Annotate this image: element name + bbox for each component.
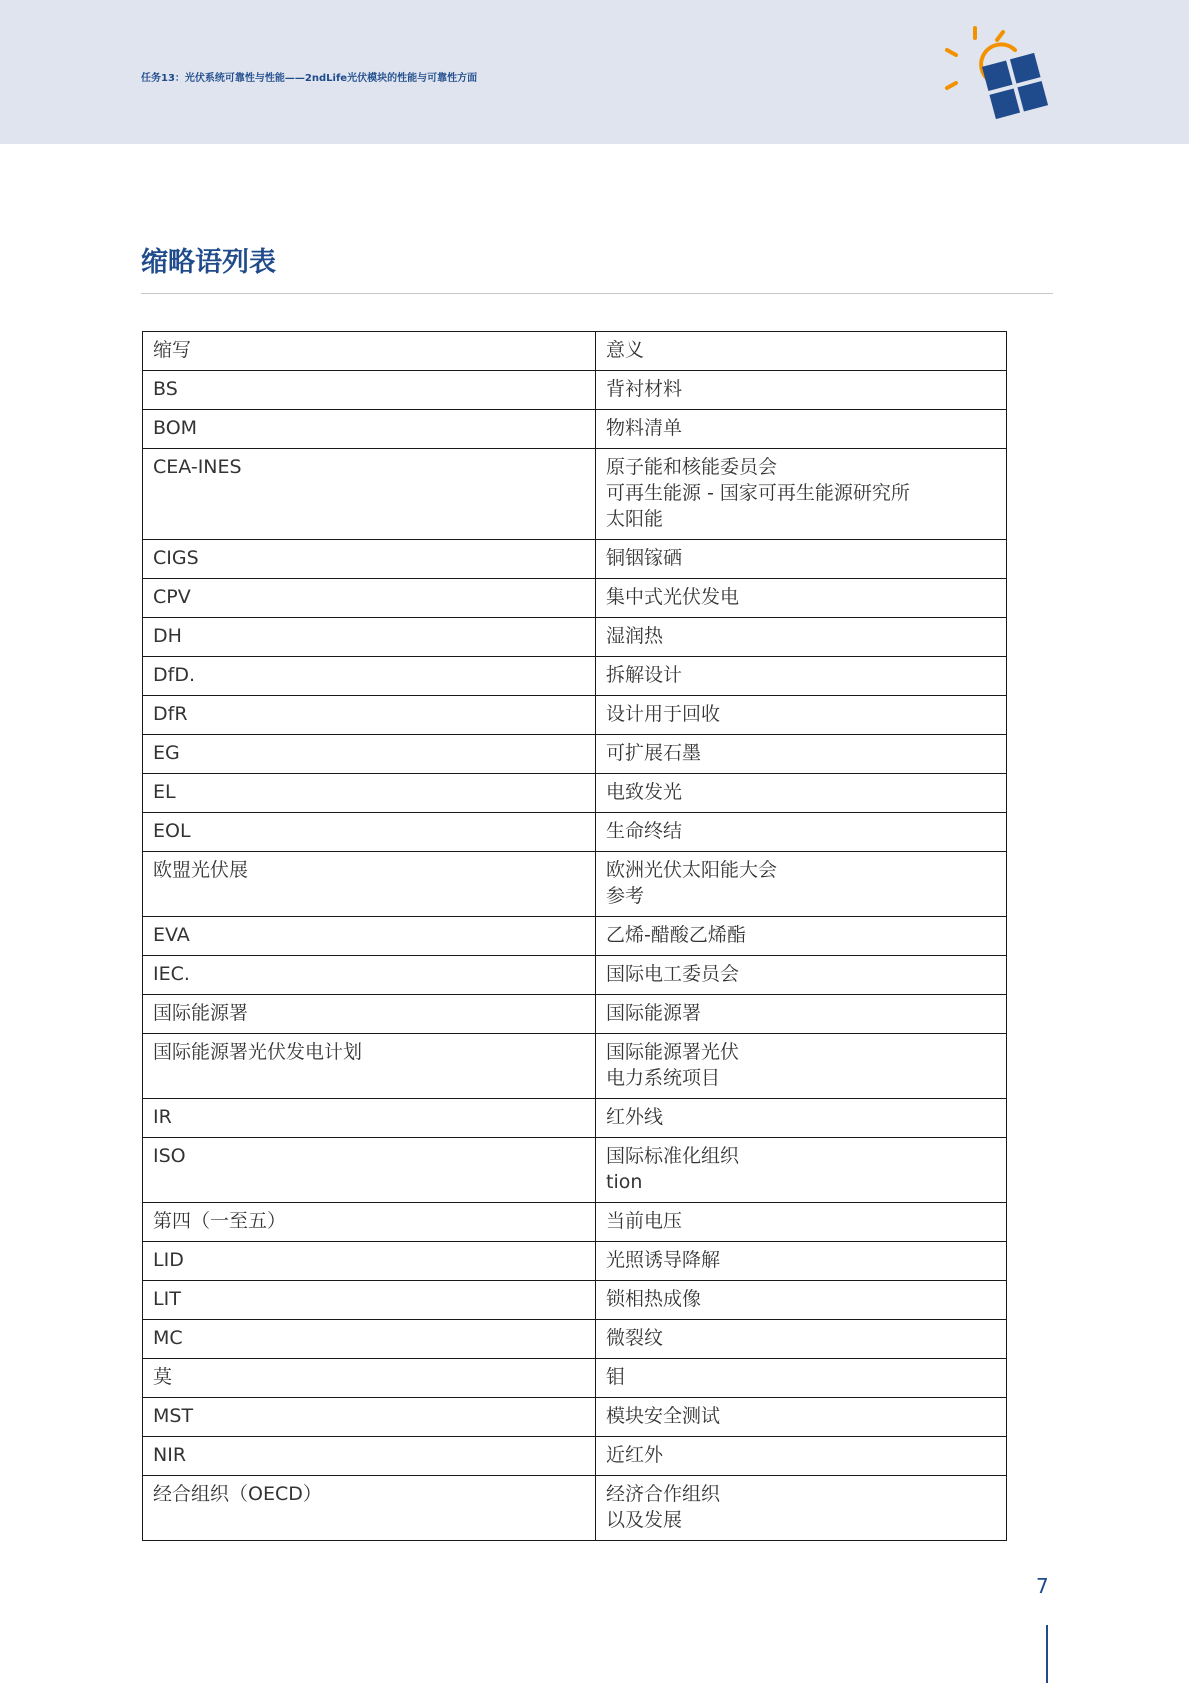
table-row [143, 1398, 1007, 1437]
meaning-cell [596, 449, 1007, 540]
abbreviation-cell: IR [143, 1099, 596, 1138]
table-row [143, 540, 1007, 579]
abbreviation-cell: EOL [143, 813, 596, 852]
table-row [143, 852, 1007, 917]
meaning-line: 欧洲光伏太阳能大会 [606, 859, 778, 881]
table-row [143, 735, 1007, 774]
meaning-line: 乙烯-醋酸乙烯酯 [606, 924, 746, 946]
meaning-cell [596, 540, 1007, 579]
meaning-line: 近红外 [606, 1444, 664, 1466]
table-row [143, 956, 1007, 995]
meaning-cell [596, 813, 1007, 852]
meaning-cell [596, 956, 1007, 995]
table-row [143, 1320, 1007, 1359]
page-number: 7 [1036, 1574, 1049, 1598]
meaning-line: 电力系统项目 [606, 1067, 721, 1089]
meaning-line: 当前电压 [606, 1210, 683, 1232]
abbreviation-cell: IEC. [143, 956, 596, 995]
meaning-cell [596, 1203, 1007, 1242]
meaning-cell [596, 1320, 1007, 1359]
abbreviation-cell: 莫 [143, 1359, 596, 1398]
meaning-line: 湿润热 [606, 625, 664, 647]
meaning-cell [596, 1359, 1007, 1398]
header-cell-abbreviation: 缩写 [143, 332, 596, 371]
table-header-row [143, 332, 1007, 371]
meaning-line: 设计用于回收 [606, 703, 721, 725]
meaning-line: 以及发展 [606, 1509, 683, 1531]
meaning-line: 物料清单 [606, 417, 683, 439]
table-row [143, 1437, 1007, 1476]
meaning-cell [596, 579, 1007, 618]
meaning-line: 光照诱导降解 [606, 1249, 721, 1271]
sun-ray [947, 50, 956, 55]
meaning-cell [596, 774, 1007, 813]
table-row [143, 1476, 1007, 1541]
abbreviation-cell: LIT [143, 1281, 596, 1320]
meaning-line: 钼 [606, 1366, 626, 1388]
abbreviation-cell: DfR [143, 696, 596, 735]
meaning-cell [596, 995, 1007, 1034]
abbreviation-cell: LID [143, 1242, 596, 1281]
meaning-cell [596, 917, 1007, 956]
sun-ray [947, 83, 956, 88]
abbreviation-table [142, 331, 1007, 1541]
meaning-line: 铜铟镓硒 [606, 547, 683, 569]
abbreviation-cell: EVA [143, 917, 596, 956]
abbreviation-cell: ISO [143, 1138, 596, 1203]
table-row [143, 371, 1007, 410]
meaning-cell [596, 1034, 1007, 1099]
meaning-line: 国际标准化组织 [606, 1145, 740, 1167]
meaning-line: 太阳能 [606, 508, 664, 530]
meaning-cell [596, 735, 1007, 774]
meaning-cell [596, 696, 1007, 735]
table-row [143, 1242, 1007, 1281]
running-title: 任务13：光伏系统可靠性与性能——2ndLife光伏模块的性能与可靠性方面 [141, 73, 478, 84]
abbreviation-cell: NIR [143, 1437, 596, 1476]
meaning-line: tion [606, 1171, 643, 1193]
meaning-line: 电致发光 [606, 781, 683, 803]
meaning-line: 国际能源署光伏 [606, 1041, 740, 1063]
meaning-cell [596, 852, 1007, 917]
table-row [143, 917, 1007, 956]
meaning-cell [596, 1281, 1007, 1320]
meaning-line: 原子能和核能委员会 [606, 456, 778, 478]
page-number-rule [1046, 1625, 1048, 1683]
table-row [143, 995, 1007, 1034]
meaning-cell [596, 1138, 1007, 1203]
meaning-line: 模块安全测试 [606, 1405, 721, 1427]
abbreviation-cell: DfD. [143, 657, 596, 696]
header-cell-meaning: 意义 [596, 332, 1007, 371]
meaning-cell [596, 1437, 1007, 1476]
meaning-line: 背衬材料 [606, 378, 683, 400]
abbreviation-cell: 经合组织（OECD） [143, 1476, 596, 1541]
abbreviation-cell: 欧盟光伏展 [143, 852, 596, 917]
abbreviation-cell: 国际能源署 [143, 995, 596, 1034]
table-row [143, 657, 1007, 696]
table-row [143, 1034, 1007, 1099]
table-row [143, 1281, 1007, 1320]
meaning-line: 生命终结 [606, 820, 683, 842]
abbreviation-cell: CEA-INES [143, 449, 596, 540]
abbreviation-cell: CPV [143, 579, 596, 618]
meaning-cell [596, 1242, 1007, 1281]
table-row [143, 618, 1007, 657]
sun-ray [997, 32, 1003, 40]
meaning-line: 国际电工委员会 [606, 963, 740, 985]
abbreviation-cell: MST [143, 1398, 596, 1437]
meaning-line: 锁相热成像 [606, 1288, 702, 1310]
table-row [143, 410, 1007, 449]
abbreviation-cell: BOM [143, 410, 596, 449]
meaning-cell [596, 1099, 1007, 1138]
table-row [143, 449, 1007, 540]
meaning-line: 经济合作组织 [606, 1483, 721, 1505]
header-band [0, 0, 1189, 144]
abbreviation-cell: 第四（一至五） [143, 1203, 596, 1242]
table-row [143, 1099, 1007, 1138]
table-row [143, 579, 1007, 618]
solar-panel-icon [982, 53, 1048, 119]
table-row [143, 1359, 1007, 1398]
meaning-line: 集中式光伏发电 [606, 586, 740, 608]
meaning-line: 参考 [606, 885, 645, 907]
title-divider [141, 293, 1053, 294]
table-body [143, 332, 1007, 1541]
abbreviation-cell: MC [143, 1320, 596, 1359]
meaning-line: 可扩展石墨 [606, 742, 702, 764]
abbreviation-cell: BS [143, 371, 596, 410]
table-row [143, 1138, 1007, 1203]
meaning-cell [596, 657, 1007, 696]
table-row [143, 774, 1007, 813]
meaning-line: 红外线 [606, 1106, 664, 1128]
sun-and-solar-panel-logo [945, 26, 1055, 122]
meaning-cell [596, 1398, 1007, 1437]
meaning-line: 拆解设计 [606, 664, 683, 686]
meaning-cell [596, 410, 1007, 449]
meaning-line: 微裂纹 [606, 1327, 664, 1349]
meaning-cell [596, 371, 1007, 410]
meaning-line: 国际能源署 [606, 1002, 702, 1024]
abbreviation-cell: 国际能源署光伏发电计划 [143, 1034, 596, 1099]
meaning-line: 可再生能源 - 国家可再生能源研究所 [606, 482, 910, 504]
table-row [143, 813, 1007, 852]
abbreviation-cell: EL [143, 774, 596, 813]
meaning-cell [596, 1476, 1007, 1541]
abbreviation-cell: DH [143, 618, 596, 657]
abbreviation-cell: EG [143, 735, 596, 774]
table-row [143, 696, 1007, 735]
abbreviation-cell: CIGS [143, 540, 596, 579]
meaning-cell [596, 618, 1007, 657]
page-title: 缩略语列表 [141, 247, 276, 278]
table-row [143, 1203, 1007, 1242]
